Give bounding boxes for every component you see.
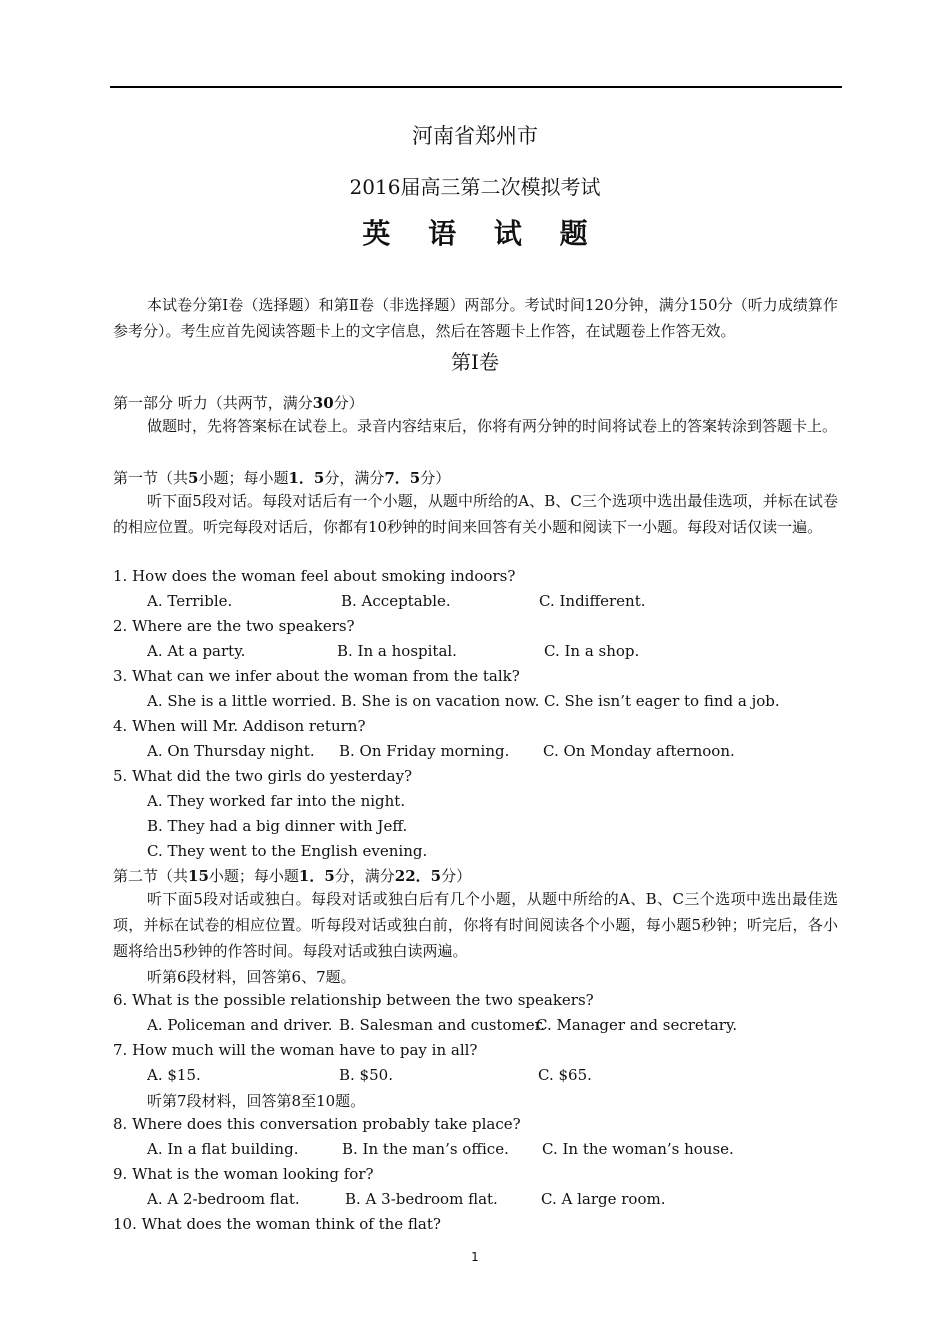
option-a: A. In a flat building. <box>147 1140 299 1158</box>
option-c: C. $65. <box>538 1066 592 1084</box>
option-a: A. She is a little worried. <box>147 692 337 710</box>
question-stem: 5. What did the two girls do yesterday? <box>113 767 413 785</box>
option-b: B. On Friday morning. <box>339 742 510 760</box>
subsection-1-instruction: 听下面5段对话。每段对话后有一个小题，从题中所给的A、B、C三个选项中选出最佳选项，并标在试卷的相应位置。听完每段对话后，你都有10秒钟的时间来回答有关小题和阅读下一小题。每段对话仅读一遍。 <box>113 492 838 536</box>
exam-title: 2016届高三第二次模拟考试 <box>349 175 601 199</box>
subsection-1-heading: 第一节（共5小题；每小题1．5分，满分7．5分） <box>113 469 451 487</box>
option-a: A. At a party. <box>147 642 246 660</box>
option-a: A. $15. <box>147 1066 201 1084</box>
option-c: C. A large room. <box>541 1190 666 1208</box>
exam-region: 河南省郑州市 <box>412 124 538 148</box>
option-b: B. In the man’s office. <box>342 1140 509 1158</box>
question-stem: 2. Where are the two speakers? <box>113 617 355 635</box>
option-b: B. Salesman and customer. <box>339 1016 545 1034</box>
option-a: A. Policeman and driver. <box>147 1016 333 1034</box>
option-c: C. In the woman’s house. <box>542 1140 734 1158</box>
question-stem: 9. What is the woman looking for? <box>113 1165 374 1183</box>
question-stem: 3. What can we infer about the woman from the talk? <box>113 667 520 685</box>
subsection-2-heading: 第二节（共15小题；每小题1．5分，满分22．5分） <box>113 867 472 885</box>
option-c: C. In a shop. <box>544 642 640 660</box>
question-stem: 7. How much will the woman have to pay in all? <box>113 1041 478 1059</box>
material-note: 听第7段材料，回答第8至10题。 <box>147 1092 366 1110</box>
option-c: C. On Monday afternoon. <box>543 742 735 760</box>
option-c: C. Indifferent. <box>539 592 646 610</box>
option-a: A. Terrible. <box>147 592 233 610</box>
option-b: B. She is on vacation now. <box>341 692 540 710</box>
top-rule <box>110 86 842 88</box>
exam-instructions: 本试卷分第Ⅰ卷（选择题）和第Ⅱ卷（非选择题）两部分。考试时间120分钟，满分150分（听力成绩算作参考分）。考生应首先阅读答题卡上的文字信息，然后在答题卡上作答，在试题卷上作答无效。 <box>113 296 838 340</box>
option-a: A. They worked far into the night. <box>147 792 406 810</box>
option-b: B. They had a big dinner with Jeff. <box>147 817 408 835</box>
subject-title: 英 语 试 题 <box>362 217 602 250</box>
question-stem: 8. Where does this conversation probably take place? <box>113 1115 521 1133</box>
option-b: B. Acceptable. <box>341 592 451 610</box>
question-stem: 4. When will Mr. Addison return? <box>113 717 366 735</box>
option-c: C. They went to the English evening. <box>147 842 428 860</box>
option-c: C. Manager and secretary. <box>536 1016 738 1034</box>
option-c: C. She isn’t eager to find a job. <box>544 692 780 710</box>
option-b: B. In a hospital. <box>337 642 457 660</box>
material-note: 听第6段材料，回答第6、7题。 <box>147 968 356 986</box>
page-number: 1 <box>471 1250 479 1264</box>
option-a: A. On Thursday night. <box>147 742 315 760</box>
option-b: B. $50. <box>339 1066 393 1084</box>
section-1-heading: 第一部分 听力（共两节，满分30分） <box>113 394 364 412</box>
part-title: 第Ⅰ卷 <box>451 350 499 374</box>
question-stem: 10. What does the woman think of the flat? <box>113 1215 441 1233</box>
question-stem: 1. How does the woman feel about smoking indoors? <box>113 567 516 585</box>
section-1-instruction: 做题时，先将答案标在试卷上。录音内容结束后，你将有两分钟的时间将试卷上的答案转涂到答题卡上。 <box>147 417 838 435</box>
question-stem: 6. What is the possible relationship between the two speakers? <box>113 991 594 1009</box>
subsection-2-instruction: 听下面5段对话或独白。每段对话或独白后有几个小题，从题中所给的A、B、C三个选项中选出最佳选项，并标在试卷的相应位置。听每段对话或独白前，你将有时间阅读各个小题，每小题5秒钟；听完后，各小题将给出5秒钟的作答时间。每段对话或独白读两遍。 <box>113 890 838 960</box>
option-b: B. A 3-bedroom flat. <box>345 1190 498 1208</box>
option-a: A. A 2-bedroom flat. <box>147 1190 300 1208</box>
